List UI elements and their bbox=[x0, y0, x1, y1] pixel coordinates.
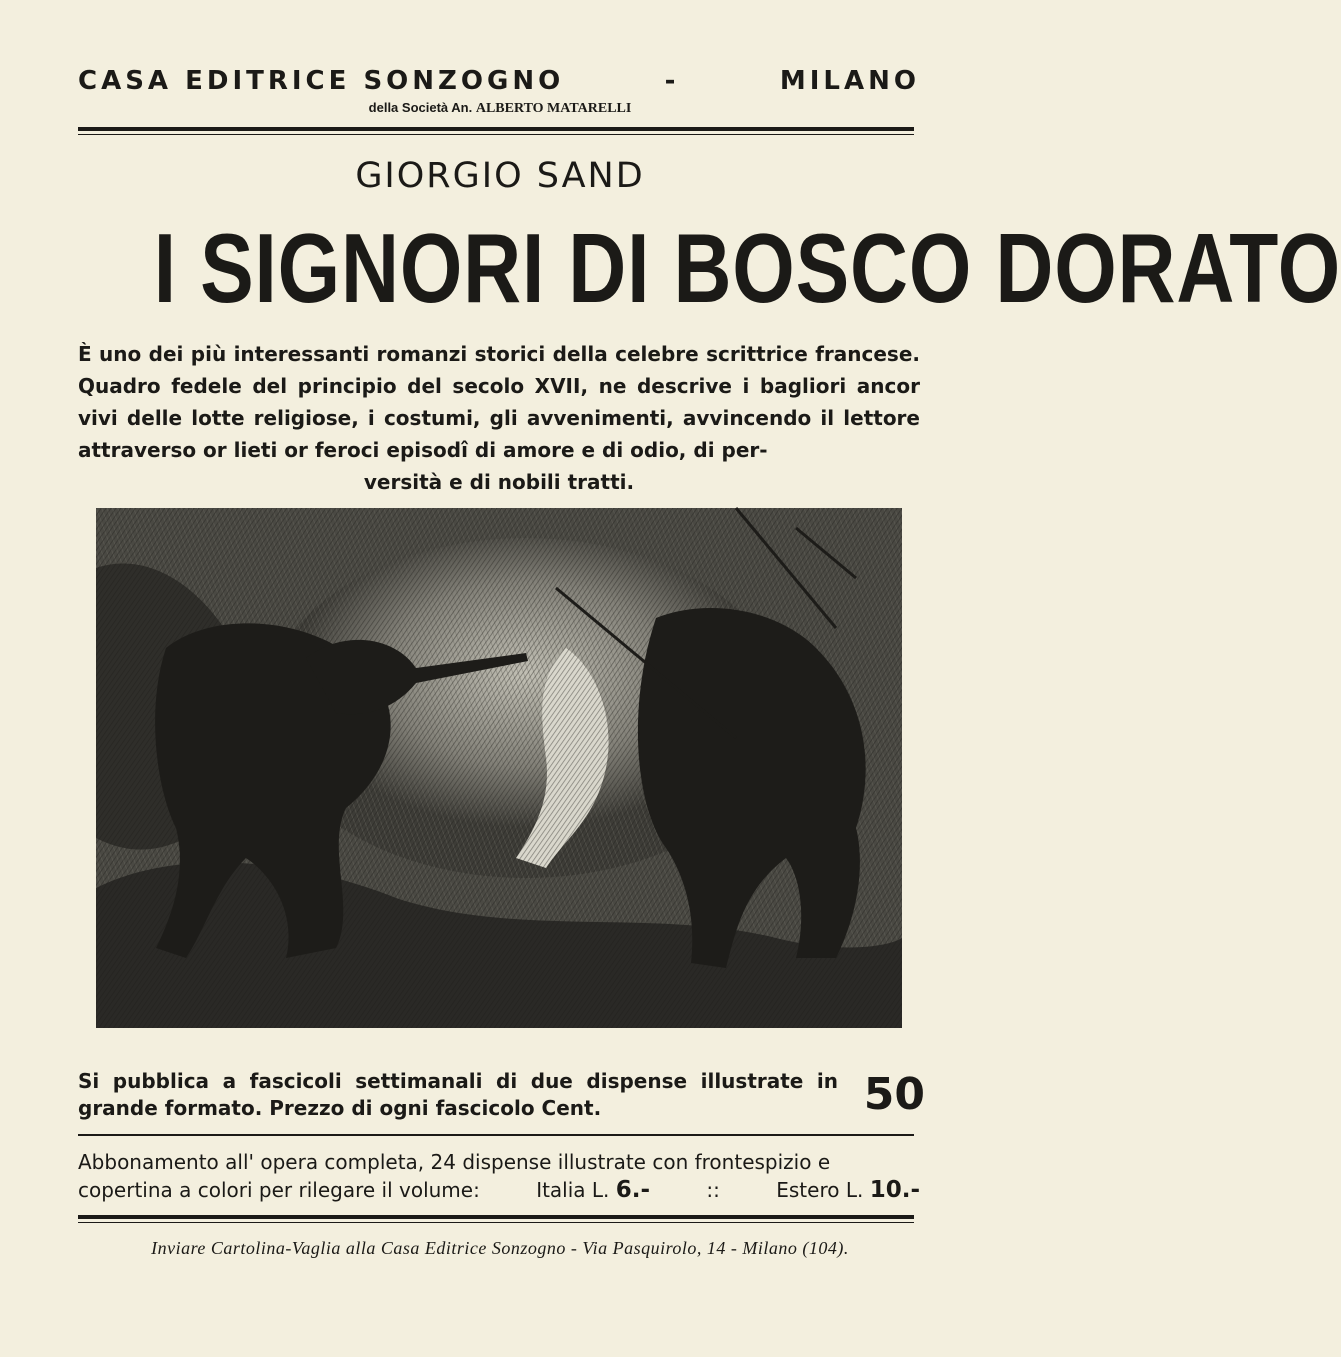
italia-price: 6.- bbox=[615, 1177, 651, 1203]
issue-price: 50 bbox=[863, 1069, 925, 1120]
estero-price: 10.- bbox=[869, 1177, 920, 1203]
subscription-info bbox=[78, 1148, 920, 1204]
subscription-line-1: Abbonamento all' opera completa, 24 dispense illustrate con frontespizio e bbox=[78, 1150, 831, 1174]
society-name: ALBERTO MATARELLI bbox=[475, 101, 632, 116]
italia-price-group bbox=[536, 1176, 650, 1204]
description-last-line: versità e di nobili tratti. bbox=[363, 470, 635, 494]
book-author: GIORGIO SAND bbox=[355, 156, 645, 196]
publisher-separator: - bbox=[664, 66, 680, 96]
description-body: È uno dei più interessanti romanzi storici della celebre scrittrice francese. Quadro fedele del principio del secolo XVII, ne descrive i bagliori ancor vivi delle lotte religiose, i costumi, gli avvenimenti, avvincendo il lettore attraverso or lieti or feroci episodî di amore e di odio, di per- bbox=[78, 342, 920, 462]
italia-label: Italia L. bbox=[536, 1178, 610, 1202]
estero-label: Estero L. bbox=[776, 1178, 864, 1202]
publisher-house: CASA EDITRICE SONZOGNO bbox=[78, 66, 565, 96]
publisher-name bbox=[78, 66, 920, 96]
price-separator: :: bbox=[706, 1178, 720, 1202]
footer-rule bbox=[78, 1215, 914, 1219]
estero-price-group bbox=[776, 1176, 920, 1204]
society-prefix: della Società An. bbox=[368, 100, 473, 115]
middle-rule bbox=[78, 1134, 914, 1136]
publisher-city: MILANO bbox=[779, 66, 920, 96]
society-line bbox=[0, 100, 1000, 117]
subscription-line-2-start: copertina a colori per rilegare il volume: bbox=[78, 1178, 480, 1202]
subscription-line-2 bbox=[78, 1176, 920, 1204]
engraving-illustration bbox=[96, 508, 902, 1028]
header-rule bbox=[78, 127, 914, 131]
book-description bbox=[78, 338, 920, 498]
header-rule-thin bbox=[78, 134, 914, 135]
footer-rule-thin bbox=[78, 1222, 914, 1223]
ordering-instructions: Inviare Cartolina-Vaglia alla Casa Editrice Sonzogno - Via Pasquirolo, 14 - Milano (104). bbox=[151, 1238, 849, 1258]
publication-info: Si pubblica a fascicoli settimanali di due dispense illustrate in grande formato. Prezzo di ogni fascicolo Cent. bbox=[78, 1069, 838, 1120]
battle-engraving bbox=[96, 508, 902, 1028]
book-title: I SIGNORI DI BOSCO DORATO bbox=[153, 213, 1341, 323]
